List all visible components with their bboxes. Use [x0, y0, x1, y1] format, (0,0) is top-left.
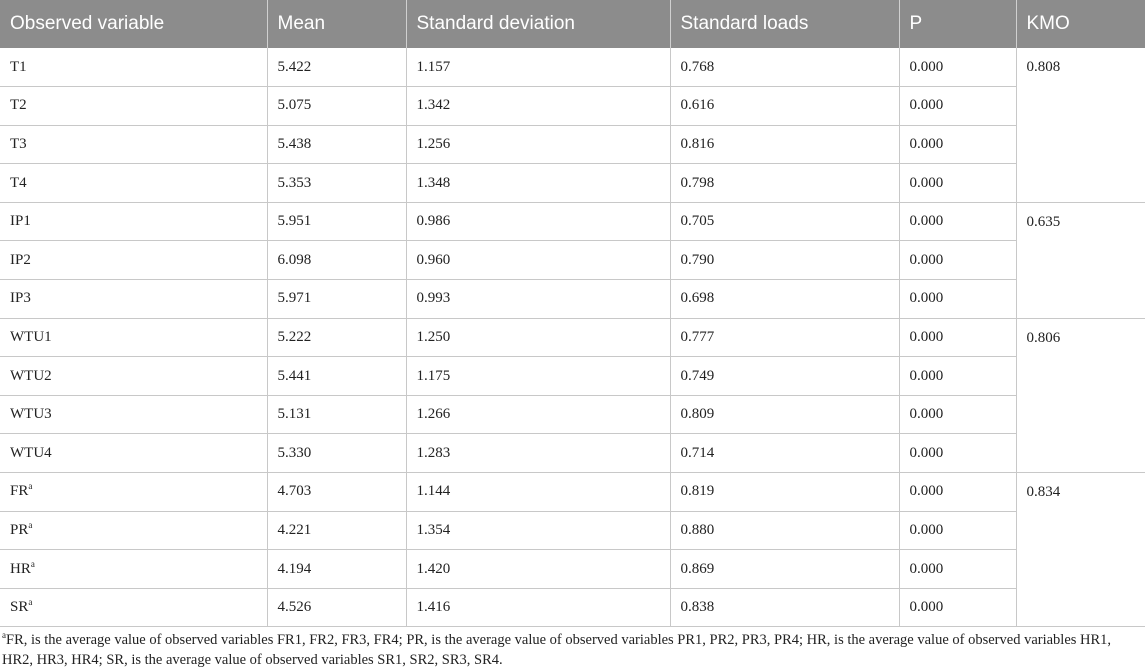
cell-standard-deviation: 1.342: [406, 87, 670, 126]
cell-standard-load: 0.880: [670, 511, 899, 550]
table-row: [0, 395, 1145, 434]
cell-p-value: 0.000: [899, 280, 1016, 319]
cell-mean: 5.441: [267, 357, 406, 396]
cell-p-value: 0.000: [899, 87, 1016, 126]
table-row: [0, 164, 1145, 203]
variable-label: FR: [10, 483, 29, 500]
header-observed-variable: Observed variable: [0, 0, 267, 48]
cell-observed-variable: [0, 241, 267, 280]
cell-standard-deviation: 0.960: [406, 241, 670, 280]
cell-p-value: 0.000: [899, 550, 1016, 589]
cell-mean: 5.438: [267, 125, 406, 164]
cell-mean: 5.075: [267, 87, 406, 126]
cell-observed-variable: [0, 511, 267, 550]
variable-label: SR: [10, 599, 29, 616]
footnote-marker: a: [2, 630, 6, 641]
header-kmo: KMO: [1016, 0, 1145, 48]
cell-standard-load: 0.838: [670, 588, 899, 627]
cell-kmo: 0.806: [1016, 318, 1145, 472]
footnote-marker: a: [28, 481, 33, 492]
cell-standard-load: 0.698: [670, 280, 899, 319]
table-row: [0, 434, 1145, 473]
cell-observed-variable: [0, 434, 267, 473]
cell-standard-deviation: 1.250: [406, 318, 670, 357]
cell-mean: 5.971: [267, 280, 406, 319]
cell-standard-load: 0.616: [670, 87, 899, 126]
footnote-marker: a: [30, 558, 35, 569]
cell-p-value: 0.000: [899, 241, 1016, 280]
table-row: [0, 588, 1145, 627]
cell-observed-variable: [0, 164, 267, 203]
cell-p-value: 0.000: [899, 588, 1016, 627]
cell-standard-load: 0.869: [670, 550, 899, 589]
header-row: [0, 0, 1145, 48]
cell-observed-variable: [0, 280, 267, 319]
variable-label: PR: [10, 521, 29, 538]
footnote-marker: a: [28, 597, 33, 608]
variable-label: T3: [10, 135, 27, 152]
table-row: [0, 125, 1145, 164]
cell-p-value: 0.000: [899, 434, 1016, 473]
cell-p-value: 0.000: [899, 473, 1016, 512]
variable-label: WTU1: [10, 328, 52, 345]
cell-p-value: 0.000: [899, 318, 1016, 357]
cell-observed-variable: [0, 357, 267, 396]
variable-label: IP1: [10, 213, 31, 230]
cell-mean: 5.222: [267, 318, 406, 357]
cell-standard-deviation: 1.256: [406, 125, 670, 164]
cell-p-value: 0.000: [899, 511, 1016, 550]
cell-observed-variable: [0, 125, 267, 164]
cell-mean: 4.194: [267, 550, 406, 589]
table-row: [0, 241, 1145, 280]
cell-p-value: 0.000: [899, 125, 1016, 164]
variable-label: T1: [10, 58, 27, 75]
cell-standard-load: 0.749: [670, 357, 899, 396]
cell-mean: 5.330: [267, 434, 406, 473]
cell-standard-deviation: 1.175: [406, 357, 670, 396]
table-row: [0, 357, 1145, 396]
cell-standard-load: 0.816: [670, 125, 899, 164]
cell-standard-deviation: 1.266: [406, 395, 670, 434]
cell-observed-variable: [0, 318, 267, 357]
cell-standard-deviation: 1.144: [406, 473, 670, 512]
cell-observed-variable: [0, 87, 267, 126]
cell-kmo: 0.635: [1016, 202, 1145, 318]
cell-standard-deviation: 1.416: [406, 588, 670, 627]
header-standard-deviation: Standard deviation: [406, 0, 670, 48]
cell-observed-variable: [0, 550, 267, 589]
cell-mean: 6.098: [267, 241, 406, 280]
cell-standard-deviation: 1.354: [406, 511, 670, 550]
cell-standard-deviation: 0.986: [406, 202, 670, 241]
header-mean: Mean: [267, 0, 406, 48]
cell-observed-variable: [0, 202, 267, 241]
variable-label: IP2: [10, 251, 31, 268]
table-row: [0, 550, 1145, 589]
header-p: P: [899, 0, 1016, 48]
cell-mean: 4.221: [267, 511, 406, 550]
table-body: [0, 48, 1145, 627]
cell-p-value: 0.000: [899, 395, 1016, 434]
cell-standard-load: 0.777: [670, 318, 899, 357]
cell-standard-load: 0.798: [670, 164, 899, 203]
table-row: [0, 511, 1145, 550]
variable-label: T4: [10, 174, 27, 191]
variable-label: IP3: [10, 290, 31, 307]
table-footnote: [2, 630, 1142, 670]
cell-mean: 4.526: [267, 588, 406, 627]
header-standard-loads: Standard loads: [670, 0, 899, 48]
cell-standard-deviation: 0.993: [406, 280, 670, 319]
footnote-text: FR, is the average value of observed variables FR1, FR2, FR3, FR4; PR, is the average value of observed variables PR1, PR2, PR3, PR4; HR, is the average value of observed variables HR1, HR2, HR3, HR4; SR, is the average value of observed variables SR1, SR2, SR3, SR4.: [2, 632, 1112, 668]
variable-label: T2: [10, 97, 27, 114]
cell-observed-variable: [0, 48, 267, 87]
cell-standard-load: 0.819: [670, 473, 899, 512]
table-row: [0, 280, 1145, 319]
cell-standard-deviation: 1.348: [406, 164, 670, 203]
cell-observed-variable: [0, 588, 267, 627]
cell-mean: 4.703: [267, 473, 406, 512]
variable-label: WTU4: [10, 444, 52, 461]
footnote-marker: a: [28, 519, 33, 530]
cell-kmo: 0.808: [1016, 48, 1145, 202]
cell-standard-deviation: 1.283: [406, 434, 670, 473]
cell-p-value: 0.000: [899, 202, 1016, 241]
cell-p-value: 0.000: [899, 48, 1016, 87]
cell-mean: 5.353: [267, 164, 406, 203]
cell-standard-deviation: 1.420: [406, 550, 670, 589]
table-row: [0, 202, 1145, 241]
table-row: [0, 48, 1145, 87]
cell-standard-load: 0.705: [670, 202, 899, 241]
cell-standard-deviation: 1.157: [406, 48, 670, 87]
variable-label: WTU2: [10, 367, 52, 384]
cell-standard-load: 0.809: [670, 395, 899, 434]
cell-mean: 5.131: [267, 395, 406, 434]
table-row: [0, 473, 1145, 512]
variable-label: WTU3: [10, 406, 52, 423]
cell-standard-load: 0.790: [670, 241, 899, 280]
cell-p-value: 0.000: [899, 164, 1016, 203]
cell-standard-load: 0.768: [670, 48, 899, 87]
cell-kmo: 0.834: [1016, 473, 1145, 627]
table-row: [0, 87, 1145, 126]
variable-label: HR: [10, 560, 31, 577]
table-header: [0, 0, 1145, 48]
cell-observed-variable: [0, 395, 267, 434]
cell-mean: 5.422: [267, 48, 406, 87]
cell-standard-load: 0.714: [670, 434, 899, 473]
cell-p-value: 0.000: [899, 357, 1016, 396]
cell-observed-variable: [0, 473, 267, 512]
cell-mean: 5.951: [267, 202, 406, 241]
table-row: [0, 318, 1145, 357]
